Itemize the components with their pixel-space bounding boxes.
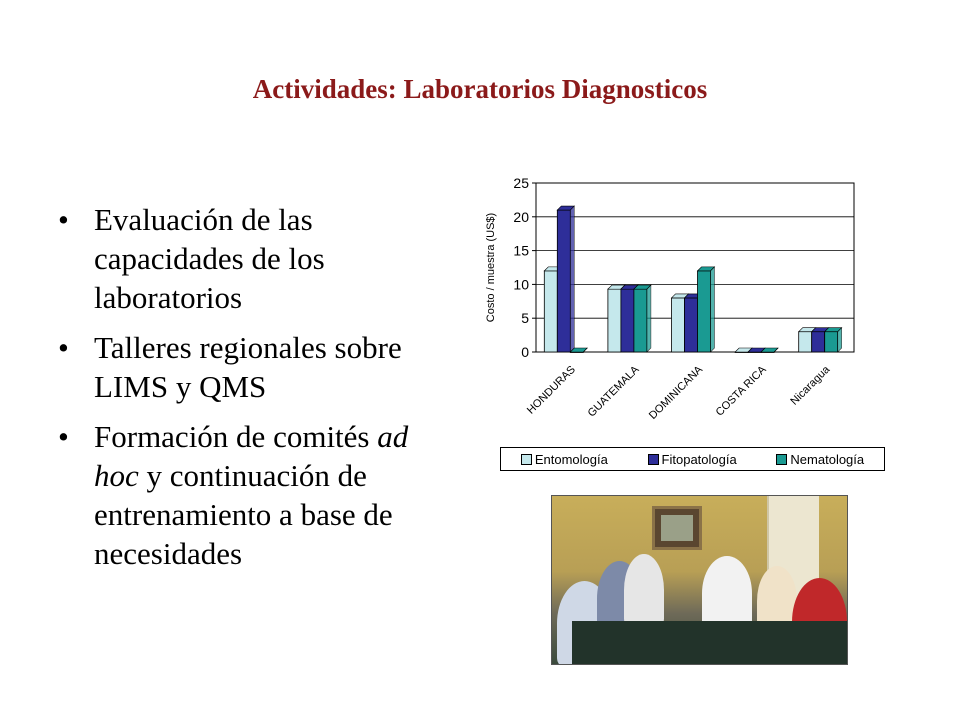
legend-label: Entomología (534, 451, 608, 467)
legend-item (648, 452, 737, 467)
bar (685, 298, 698, 352)
bullet-text-part: y continuación de entrenamiento a base de necesidades (94, 458, 393, 571)
y-tick-label: 25 (513, 175, 529, 191)
person (624, 554, 664, 626)
bar (544, 271, 557, 352)
bullet-item (58, 328, 458, 406)
legend-item (521, 452, 608, 467)
person (702, 556, 752, 631)
bar (621, 289, 634, 352)
legend-label: Fitopatología (661, 451, 737, 467)
y-tick-label: 10 (513, 276, 529, 293)
legend-label: Nematología (790, 451, 865, 467)
bullet-icon: • (58, 419, 69, 454)
bullet-text: Talleres regionales sobre LIMS y QMS (94, 330, 402, 404)
wall-painting (652, 506, 702, 550)
bar (557, 210, 570, 352)
bullet-text-part: Formación de comités (94, 419, 378, 454)
chart-legend (500, 447, 885, 471)
bar-side (838, 328, 842, 352)
group-photo-icon (551, 495, 848, 665)
bar (698, 271, 711, 352)
bullet-text-italic: ad hoc (94, 419, 409, 493)
bar-side (711, 267, 715, 352)
bar (799, 332, 812, 352)
x-tick-label: Nicaragua (788, 363, 833, 408)
bar (825, 332, 838, 352)
bullet-list (58, 200, 458, 584)
bullet-item (58, 417, 458, 573)
x-tick-label: GUATEMALA (585, 363, 642, 420)
bar (812, 332, 825, 352)
y-tick-label: 0 (521, 344, 529, 360)
bullet-text: Evaluación de las capacidades de los laboratorios (94, 202, 325, 315)
meeting-table (572, 621, 848, 665)
y-tick-label: 20 (513, 208, 529, 225)
bar (672, 298, 685, 352)
bullet-icon: • (58, 330, 69, 365)
bullet-text (94, 419, 408, 571)
legend-swatch-icon (521, 454, 532, 465)
bullet-item (58, 200, 458, 317)
x-tick-label: COSTA RICA (713, 363, 769, 419)
bar (634, 289, 647, 352)
legend-swatch-icon (776, 454, 787, 465)
x-tick-label: DOMINICANA (646, 363, 706, 422)
cost-bar-chart (474, 170, 894, 440)
legend-item (776, 452, 864, 467)
bar (608, 289, 621, 352)
bar-side (647, 285, 651, 352)
slide-title: Actividades: Laboratorios Diagnosticos (252, 74, 708, 104)
bar-side (570, 206, 574, 352)
legend-swatch-icon (648, 454, 659, 465)
y-tick-label: 15 (513, 242, 529, 259)
bullet-icon: • (58, 202, 69, 237)
x-tick-label: HONDURAS (524, 363, 578, 417)
y-tick-label: 5 (521, 310, 529, 327)
y-axis-label: Costo / muestra (US$) (485, 212, 497, 323)
